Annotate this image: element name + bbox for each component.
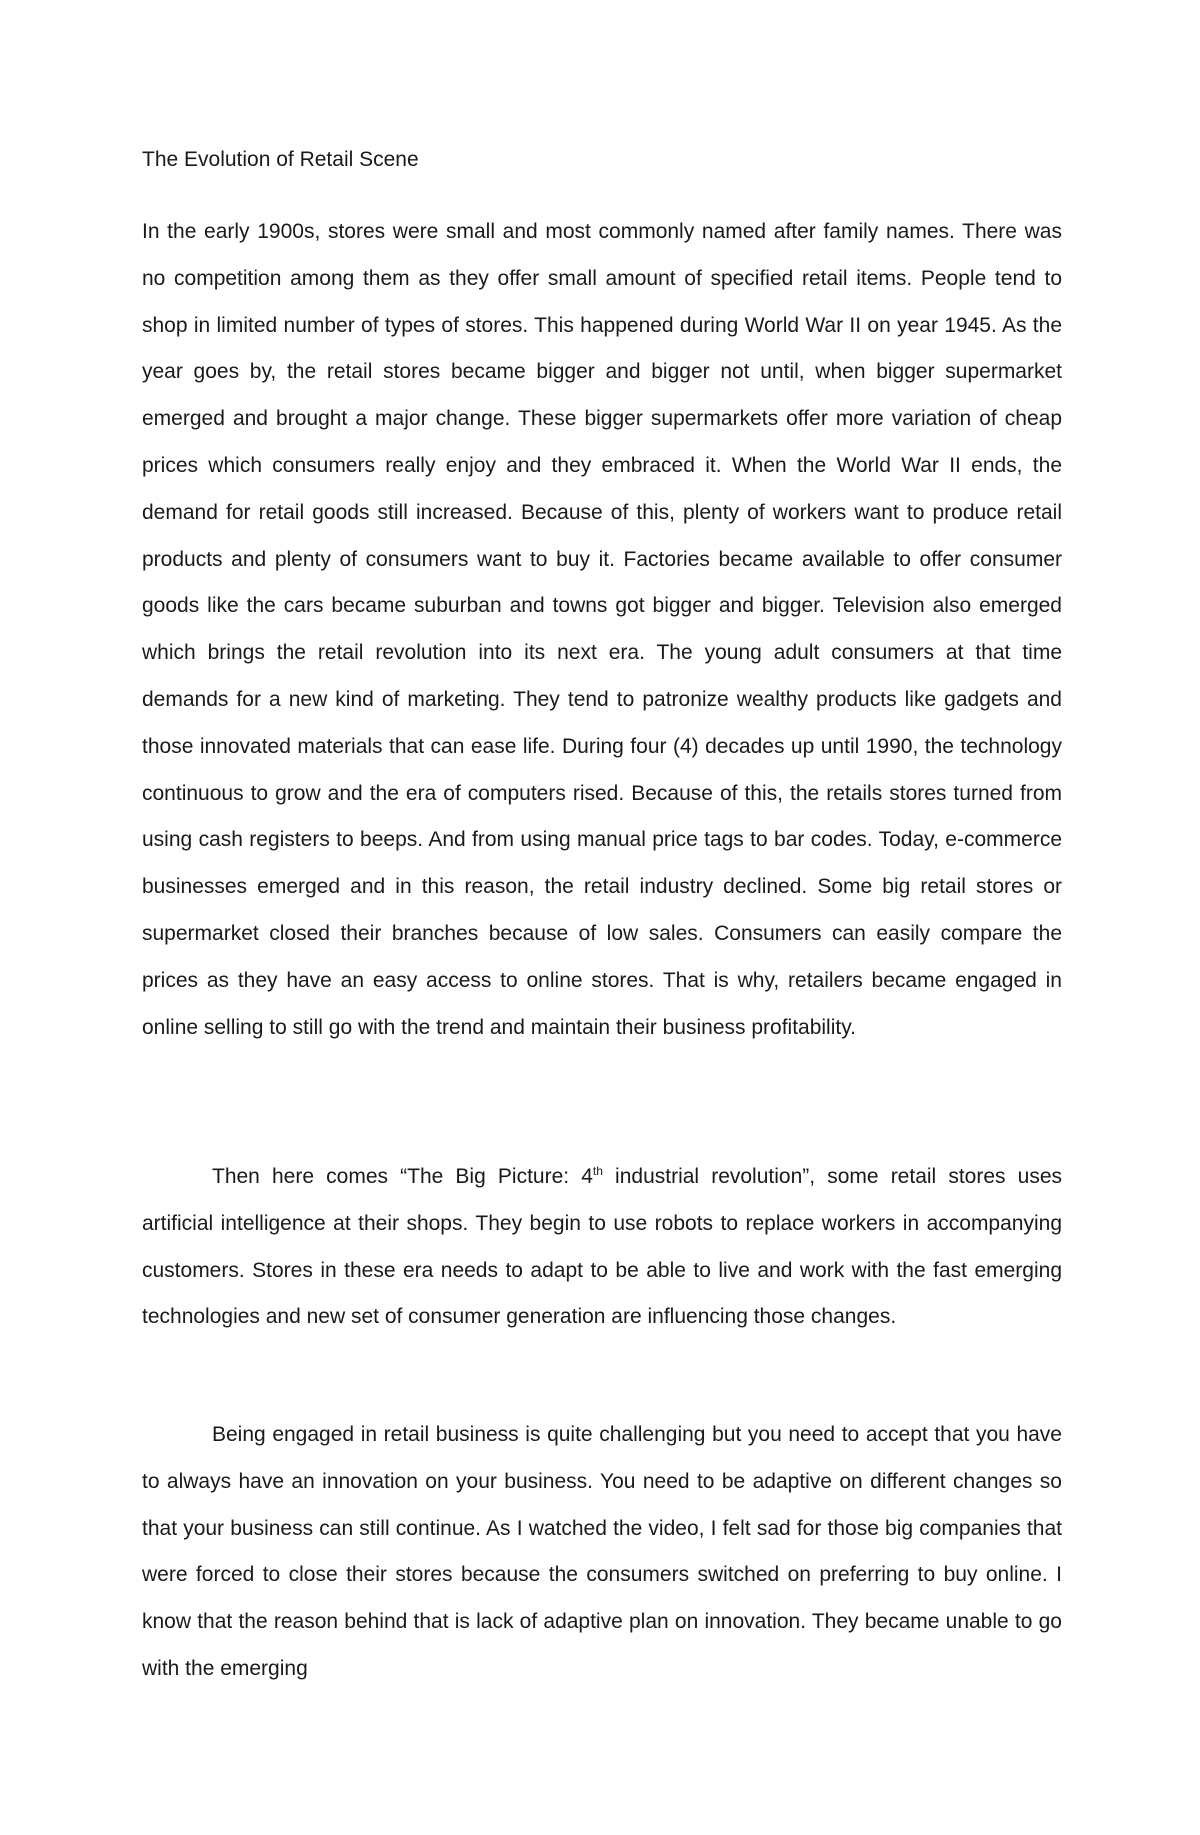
paragraph-2-text-start: Then here comes “The Big Picture: 4 (212, 1165, 593, 1188)
ordinal-superscript: th (592, 1164, 603, 1178)
paragraph-1: In the early 1900s, stores were small and most commonly named after family names. There was no competition among them as they offer small amount of specified retail items. People tend to shop in limited number of types of stores. This happened during World War II on year 1945. As the year goes by, the retail stores became bigger and bigger not until, when bigger supermarket emerged and brought a major change. These bigger supermarkets offer more variation of cheap prices which consumers really enjoy and they embraced it. When the World War II ends, the demand for retail goods still increased. Because of this, plenty of workers want to produce retail products and plenty of consumers want to buy it. Factories became available to offer consumer goods like the cars became suburban and towns got bigger and bigger. Television also emerged which brings the retail revolution into its next era. The young adult consumers at that time demands for a new kind of marketing. They tend to patronize wealthy products like gadgets and those innovated materials that can ease life. During four (4) decades up until 1990, the technology continuous to grow and the era of computers rised. Because of this, the retails stores turned from using cash registers to beeps. And from using manual price tags to bar codes. Today, e-commerce businesses emerged and in this reason, the retail industry declined. Some big retail stores or supermarket closed their branches because of low sales. Consumers can easily compare the prices as they have an easy access to online stores. That is why, retailers became engaged in online selling to still go with the trend and maintain their business profitability. (142, 220, 1062, 1039)
paragraph-2-text-end: industrial revolution”, some retail stores uses artificial intelligence at their shops. They begin to use robots to replace workers in accompanying customers. Stores in these era needs to adapt to be able to live and work with the fast emerging technologies and new set of consumer generation are influencing those changes. (142, 1165, 1062, 1329)
paragraph-3: Being engaged in retail business is quite challenging but you need to accept that you have to always have an innovation on your business. You need to be adaptive on different changes so that your business can still continue. As I watched the video, I felt sad for those big companies that were forced to close their stores because the consumers switched on preferring to buy online. I know that the reason behind that is lack of adaptive plan on innovation. They became unable to go with the emerging (142, 1423, 1062, 1680)
document-title: The Evolution of Retail Scene (142, 148, 419, 171)
paragraph-2 (142, 1154, 1062, 1341)
